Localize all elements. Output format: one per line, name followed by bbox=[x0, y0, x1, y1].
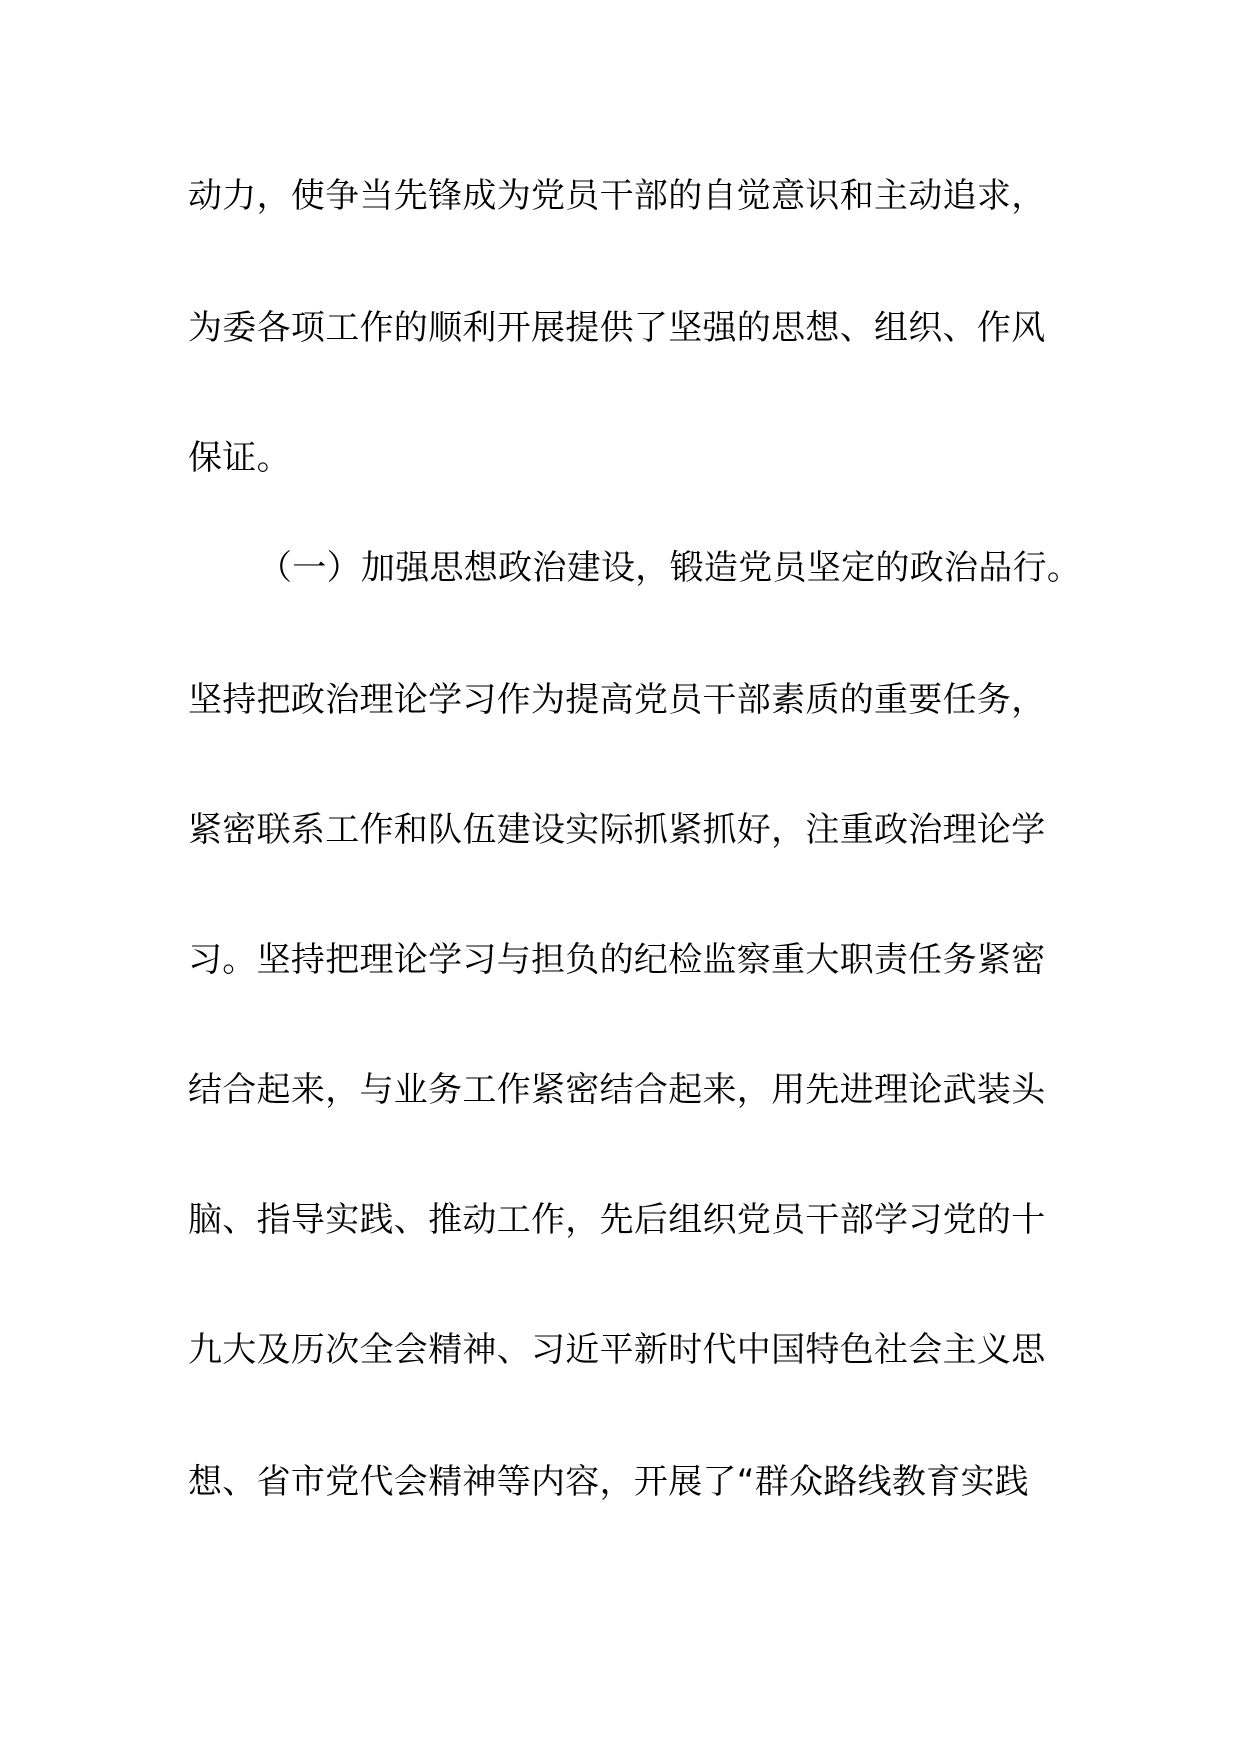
paragraph-line: 保证。 bbox=[188, 438, 291, 478]
paragraph-line: 动力，使争当先锋成为党员干部的自觉意识和主动追求， bbox=[188, 176, 1046, 216]
paragraph-line: 习。坚持把理论学习与担负的纪检监察重大职责任务紧密 bbox=[188, 940, 1046, 980]
paragraph-line: 为委各项工作的顺利开展提供了坚强的思想、组织、作风 bbox=[188, 308, 1046, 348]
section-heading-line: （一）加强思想政治建设，锻造党员坚定的政治品行。 bbox=[258, 548, 1082, 588]
paragraph-line: 紧密联系工作和队伍建设实际抓紧抓好，注重政治理论学 bbox=[188, 810, 1046, 850]
paragraph-line: 想、省市党代会精神等内容，开展了“群众路线教育实践 bbox=[188, 1462, 1030, 1502]
paragraph-line: 坚持把政治理论学习作为提高党员干部素质的重要任务， bbox=[188, 680, 1046, 720]
paragraph-line: 结合起来，与业务工作紧密结合起来，用先进理论武装头 bbox=[188, 1070, 1046, 1110]
paragraph-line: 九大及历次全会精神、习近平新时代中国特色社会主义思 bbox=[188, 1330, 1046, 1370]
paragraph-line: 脑、指导实践、推动工作，先后组织党员干部学习党的十 bbox=[188, 1200, 1046, 1240]
